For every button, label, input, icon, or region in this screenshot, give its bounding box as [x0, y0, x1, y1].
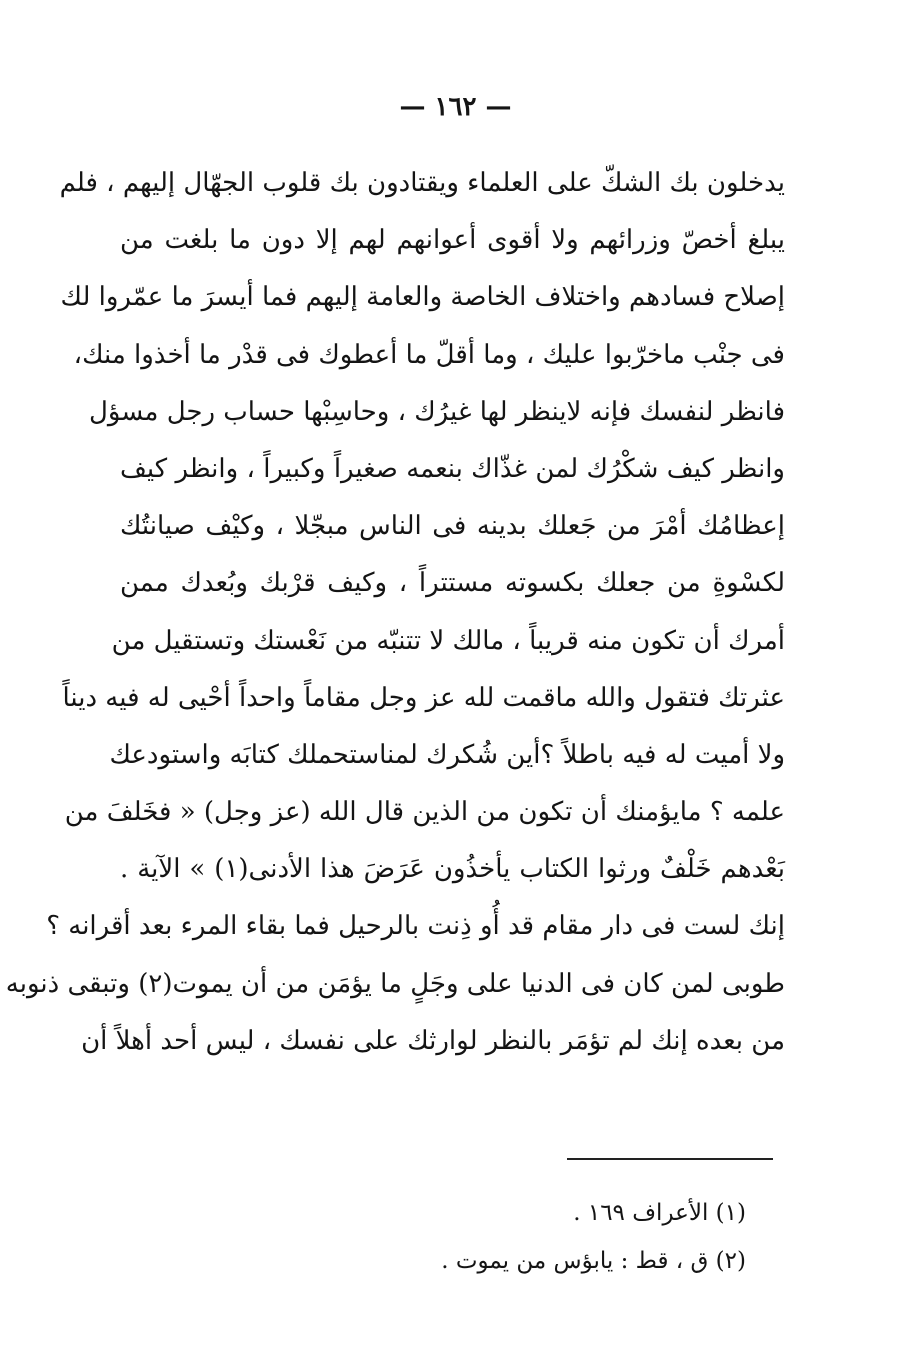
body-text: [5, 155, 785, 1070]
text-line: عثرتك فتقول والله ماقمت لله عز وجل مقاماً واحداً أحْيى له فيه ديناً: [62, 682, 785, 713]
text-line: أمرك أن تكون منه قريباً ، مالك لا تتنبّه من نَعْستك وتستقيل من: [111, 625, 785, 656]
page-number: — ١٦٢ —: [399, 92, 512, 122]
text-line: إنك لست فى دار مقام قد أُو ذِنت بالرحيل فما بقاء المرء بعد أقرانه ؟: [46, 911, 785, 942]
text-line: إصلاح فسادهم واختلاف الخاصة والعامة إليهم فما أيسرَ ما عمّروا لك: [60, 282, 785, 313]
text-line: من بعده إنك لم تؤمَر بالنظر لوارثك على نفسك ، ليس أحد أهلاً أن: [81, 1025, 785, 1056]
text-line: فانظر لنفسك فإنه لاينظر لها غيرُك ، وحاسِبْها حساب رجل مسؤل: [89, 396, 785, 427]
footnote-separator: [567, 1158, 773, 1160]
text-line: ولا أميت له فيه باطلاً ؟أين شُكرك لمناستحملك كتابَه واستودعك: [109, 739, 785, 770]
text-line: إعظامُك أمْرَ من جَعلك بدينه فى الناس مبجّلا ، وكيْف صيانتُك: [120, 511, 785, 542]
text-line: لكسْوةِ من جعلك بكسوته مستتراً ، وكيف قرْبك وبُعدك ممن: [120, 568, 785, 599]
text-line: علمه ؟ مايؤمنك أن تكون من الذين قال الله (عز وجل) « فخَلفَ من: [64, 797, 785, 828]
footnotes: [441, 1192, 746, 1288]
footnote-2: (٢) ق ، قط : يابؤس من يموت .: [441, 1248, 746, 1274]
text-line: يدخلون بك الشكّ على العلماء ويقتادون بك قلوب الجهّال إليهم ، فلم: [59, 168, 785, 198]
footnote-1: (١) الأعراف ١٦٩ .: [573, 1200, 746, 1226]
text-line: فى جنْب ماخرّبوا عليك ، وما أقلّ ما أعطوك فى قدْر ما أخذوا منك،: [73, 339, 785, 370]
text-line: يبلغ أخصّ وزرائهم ولا أقوى أعوانهم لهم إلا دون ما بلغت من: [120, 225, 785, 256]
text-line: بَعْدهم خَلْفٌ ورثوا الكتاب يأخذُون عَرَضَ هذا الأدنى(١) » الآية .: [120, 854, 785, 885]
text-line: طوبى لمن كان فى الدنيا على وجَلٍ ما يؤمَن من أن يموت(٢) وتبقى ذنوبه: [5, 968, 785, 999]
text-line: وانظر كيف شكْرُك لمن غذّاك بنعمه صغيراً وكبيراً ، وانظر كيف: [120, 453, 785, 484]
